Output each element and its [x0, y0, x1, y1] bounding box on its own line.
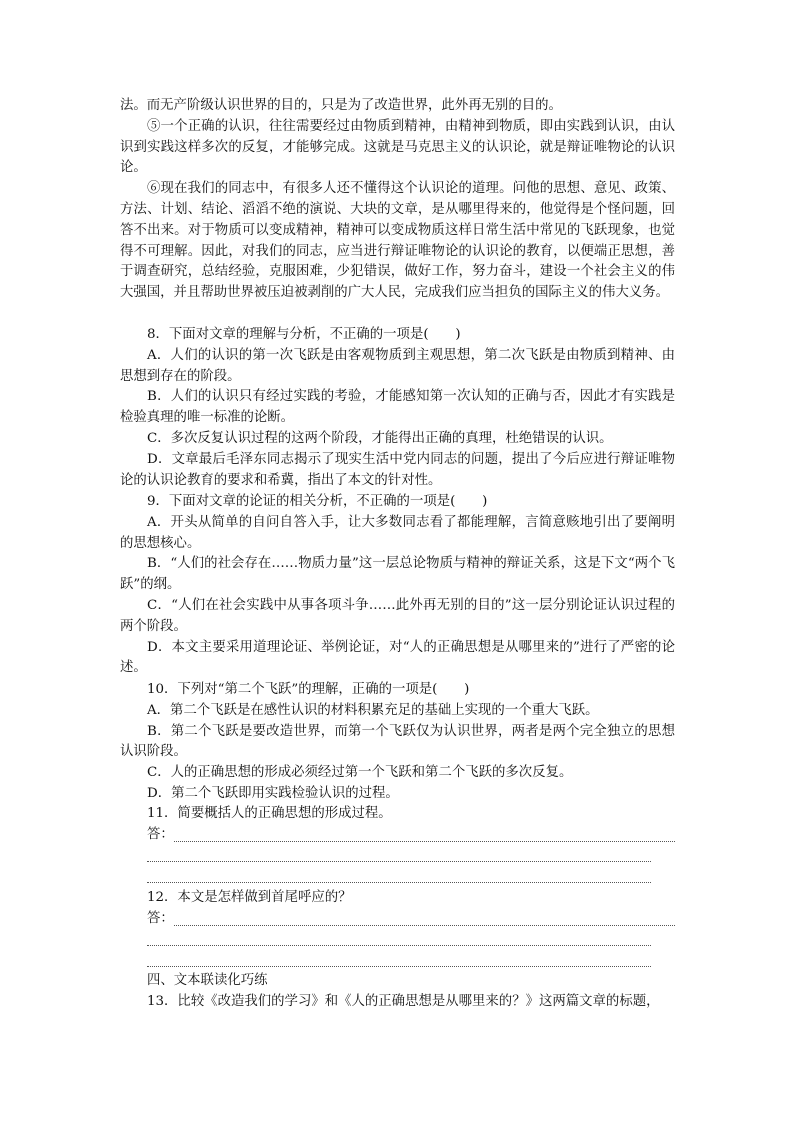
q12-stem: 12．本文是怎样做到首尾呼应的？	[147, 890, 352, 905]
q8-option-b: B．人们的认识只有经过实践的考验，才能感知第一次认知的正确与否，因此才有实践是检验真理的唯一标准的论断。	[120, 389, 675, 426]
question-11	[120, 804, 675, 887]
question-8	[120, 325, 675, 491]
q9-stem: 9．下面对文章的论证的相关分析，不正确的一项是( )	[147, 494, 488, 509]
question-10	[120, 680, 675, 805]
passage-line-top: 法。而无产阶级认识世界的目的，只是为了改造世界，此外再无别的目的。	[120, 98, 562, 113]
q12-answer-line-1[interactable]	[147, 909, 675, 930]
q12-answer-label: 答：	[147, 910, 174, 926]
passage-paragraph-6: ⑥现在我们的同志中，有很多人还不懂得这个认识论的道理。问他的思想、意见、政策、方法、计划、结论、滔滔不绝的演说、大块的文章，是从哪里得来的，他觉得是个怪问题，回答不出来。对于物质可以变成精神，精神可以变成物质这样日常生活中常见的飞跃现象，也觉得不可理解。因此，对我们的同志，应当进行辩证唯物论的认识论的教育，以便端正思想，善于调查研究，总结经验，克服困难，少犯错误，做好工作，努力奋斗，建设一个社会主义的伟大强国，并且帮助世界被压迫被剥削的广大人民，完成我们应当担负的国际主义的伟大义务。	[120, 181, 675, 301]
passage-paragraph-5: ⑤一个正确的认识，往往需要经过由物质到精神，由精神到物质，即由实践到认识，由认识到实践这样多次的反复，才能够完成。这就是马克思主义的认识论，就是辩证唯物论的认识论。	[120, 118, 675, 176]
q10-option-b: B．第二个飞跃是要改造世界，而第一个飞跃仅为认识世界，两者是两个完全独立的思想认识阶段。	[120, 723, 675, 760]
q11-answer-line-1[interactable]	[147, 825, 675, 846]
q10-stem: 10．下列对“第二个飞跃”的理解，正确的一项是( )	[147, 682, 470, 697]
q12-answer-line-3[interactable]	[147, 950, 675, 971]
q8-option-a: A．人们的认识的第一次飞跃是由客观物质到主观思想，第二次飞跃是由物质到精神、由思想到存在的阶段。	[120, 347, 675, 384]
section-4	[120, 971, 675, 1013]
q10-option-c: C．人的正确思想的形成必须经过第一个飞跃和第二个飞跃的多次反复。	[147, 765, 573, 781]
q8-option-d: D．文章最后毛泽东同志揭示了现实生活中党内同志的问题，提出了今后应进行辩证唯物论的认识论教育的要求和希冀，指出了本文的针对性。	[120, 451, 675, 488]
section-4-heading: 四、文本联读化巧练	[147, 973, 268, 988]
q11-answer-line-2[interactable]	[147, 846, 675, 867]
q9-option-b: B．“人们的社会存在……物质力量”这一层总论物质与精神的辩证关系，这是下文“两个飞跃”的纲。	[120, 556, 675, 593]
q11-answer-label: 答：	[147, 826, 174, 842]
q8-option-c: C．多次反复认识过程的这两个阶段，才能得出正确的真理，杜绝错误的认识。	[147, 430, 613, 446]
q9-option-d: D．本文主要采用道理论证、举例论证，对“人的正确思想是从哪里来的”进行了严密的论述。	[120, 639, 675, 676]
q13-stem: 13．比较《改造我们的学习》和《人的正确思想是从哪里来的？》这两篇文章的标题，	[147, 993, 660, 1009]
q8-stem: 8．下面对文章的理解与分析，不正确的一项是( )	[147, 327, 461, 342]
question-12	[120, 888, 675, 971]
q9-option-c: C．“人们在社会实践中从事各项斗争……此外再无别的目的”这一层分别论证认识过程的两个阶段。	[120, 597, 675, 634]
q9-option-a: A．开头从简单的自问自答入手，让大多数同志看了都能理解，言简意赅地引出了要阐明的思想核心。	[120, 514, 675, 551]
q11-stem: 11．简要概括人的正确思想的形成过程。	[147, 806, 392, 821]
question-9	[120, 492, 675, 679]
q10-option-a: A．第二个飞跃是在感性认识的材料积累充足的基础上实现的一个重大飞跃。	[147, 702, 599, 718]
q10-option-d: D．第二个飞跃即用实践检验认识的过程。	[147, 785, 399, 801]
passage	[120, 96, 675, 304]
q11-answer-line-3[interactable]	[147, 866, 675, 887]
q12-answer-line-2[interactable]	[147, 930, 675, 951]
